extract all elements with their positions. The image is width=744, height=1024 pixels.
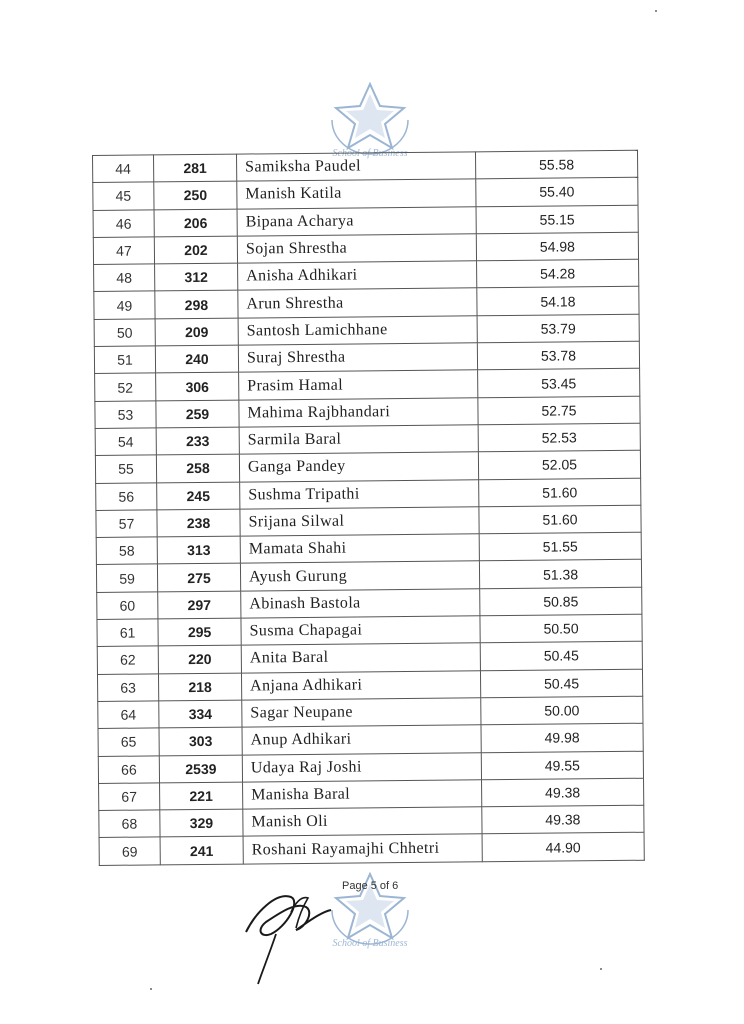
student-name-cell: Manisha Baral [243,780,482,810]
results-table [92,150,645,866]
results-table-wrapper [92,150,645,866]
serial-number-cell: 49 [94,291,155,319]
score-cell: 49.38 [482,805,644,834]
score-cell: 54.98 [476,232,638,261]
serial-number-cell: 54 [95,428,156,456]
score-cell: 51.60 [479,505,641,534]
student-name-cell: Manish Katila [237,179,476,209]
score-cell: 50.50 [480,614,642,643]
score-cell: 55.15 [476,205,638,234]
roll-number-cell: 220 [158,645,241,673]
serial-number-cell: 50 [94,319,155,347]
roll-number-cell: 303 [159,727,242,755]
roll-number-cell: 233 [156,427,239,455]
serial-number-cell: 51 [94,346,155,374]
roll-number-cell: 2539 [159,755,242,783]
roll-number-cell: 275 [157,564,240,592]
student-name-cell: Anjana Adhikari [241,670,480,700]
score-cell: 52.53 [478,423,640,452]
roll-number-cell: 313 [157,536,240,564]
roll-number-cell: 206 [154,209,237,237]
page-number: Page 5 of 6 [342,880,399,892]
score-cell: 49.38 [482,778,644,807]
serial-number-cell: 62 [97,646,158,674]
serial-number-cell: 64 [98,701,159,729]
score-cell: 50.00 [481,696,643,725]
score-cell: 50.45 [480,642,642,671]
roll-number-cell: 258 [156,454,239,482]
serial-number-cell: 52 [95,373,156,401]
roll-number-cell: 245 [157,482,240,510]
signature-icon [236,872,356,992]
serial-number-cell: 63 [97,674,158,702]
scan-speck [150,988,152,990]
student-name-cell: Abinash Bastola [241,589,480,619]
score-cell: 52.75 [478,396,640,425]
score-cell: 51.38 [479,560,641,589]
score-cell: 53.45 [478,369,640,398]
roll-number-cell: 202 [154,236,237,264]
score-cell: 49.98 [481,723,643,752]
score-cell: 50.85 [480,587,642,616]
school-seal-icon [322,80,418,160]
student-name-cell: Anup Adhikari [242,725,481,755]
student-name-cell: Mahima Rajbhandari [239,397,478,427]
roll-number-cell: 218 [158,673,241,701]
score-cell: 54.28 [477,259,639,288]
student-name-cell: Susma Chapagai [241,616,480,646]
serial-number-cell: 46 [93,210,154,238]
serial-number-cell: 53 [95,401,156,429]
roll-number-cell: 221 [160,782,243,810]
serial-number-cell: 61 [97,619,158,647]
student-name-cell: Prasim Hamal [239,370,478,400]
serial-number-cell: 65 [98,728,159,756]
student-name-cell: Sojan Shrestha [237,234,476,264]
seal-text: School of Business [332,148,408,159]
roll-number-cell: 334 [159,700,242,728]
score-cell: 50.45 [480,669,642,698]
student-name-cell: Udaya Raj Joshi [242,752,481,782]
student-name-cell: Ganga Pandey [239,452,478,482]
roll-number-cell: 297 [158,591,241,619]
score-cell: 53.79 [477,314,639,343]
student-name-cell: Manish Oli [243,807,482,837]
student-name-cell: Sushma Tripathi [240,479,479,509]
serial-number-cell: 55 [95,455,156,483]
roll-number-cell: 329 [160,809,243,837]
serial-number-cell: 69 [99,837,160,865]
student-name-cell: Samiksha Paudel [236,152,475,182]
serial-number-cell: 66 [98,755,159,783]
roll-number-cell: 240 [155,345,238,373]
student-name-cell: Anita Baral [241,643,480,673]
roll-number-cell: 250 [154,181,237,209]
roll-number-cell: 259 [156,400,239,428]
serial-number-cell: 56 [96,482,157,510]
scan-speck [600,968,602,970]
roll-number-cell: 281 [154,154,237,182]
roll-number-cell: 295 [158,618,241,646]
score-cell: 55.40 [476,178,638,207]
roll-number-cell: 238 [157,509,240,537]
serial-number-cell: 44 [93,155,154,183]
score-cell: 52.05 [478,451,640,480]
student-name-cell: Arun Shrestha [238,288,477,318]
serial-number-cell: 45 [93,182,154,210]
score-cell: 51.60 [479,478,641,507]
student-name-cell: Roshani Rayamajhi Chhetri [243,834,482,864]
serial-number-cell: 60 [97,592,158,620]
roll-number-cell: 241 [160,837,243,865]
student-name-cell: Srijana Silwal [240,507,479,537]
serial-number-cell: 47 [93,237,154,265]
serial-number-cell: 59 [96,564,157,592]
roll-number-cell: 312 [155,263,238,291]
student-name-cell: Suraj Shrestha [238,343,477,373]
roll-number-cell: 209 [155,318,238,346]
student-name-cell: Bipana Acharya [237,206,476,236]
scan-speck [655,10,657,12]
student-name-cell: Sagar Neupane [242,698,481,728]
serial-number-cell: 48 [94,264,155,292]
student-name-cell: Santosh Lamichhane [238,316,477,346]
score-cell: 49.55 [481,751,643,780]
score-cell: 53.78 [477,341,639,370]
serial-number-cell: 58 [96,537,157,565]
seal-text: School of Business [332,938,408,949]
serial-number-cell: 68 [99,810,160,838]
student-name-cell: Ayush Gurung [240,561,479,591]
serial-number-cell: 67 [99,783,160,811]
roll-number-cell: 306 [156,372,239,400]
student-name-cell: Sarmila Baral [239,425,478,455]
student-name-cell: Mamata Shahi [240,534,479,564]
score-cell: 44.90 [482,833,644,862]
roll-number-cell: 298 [155,291,238,319]
table-row [99,833,644,866]
score-cell: 55.58 [475,150,637,179]
score-cell: 54.18 [477,287,639,316]
serial-number-cell: 57 [96,510,157,538]
score-cell: 51.55 [479,532,641,561]
student-name-cell: Anisha Adhikari [238,261,477,291]
results-table-body [93,150,645,865]
